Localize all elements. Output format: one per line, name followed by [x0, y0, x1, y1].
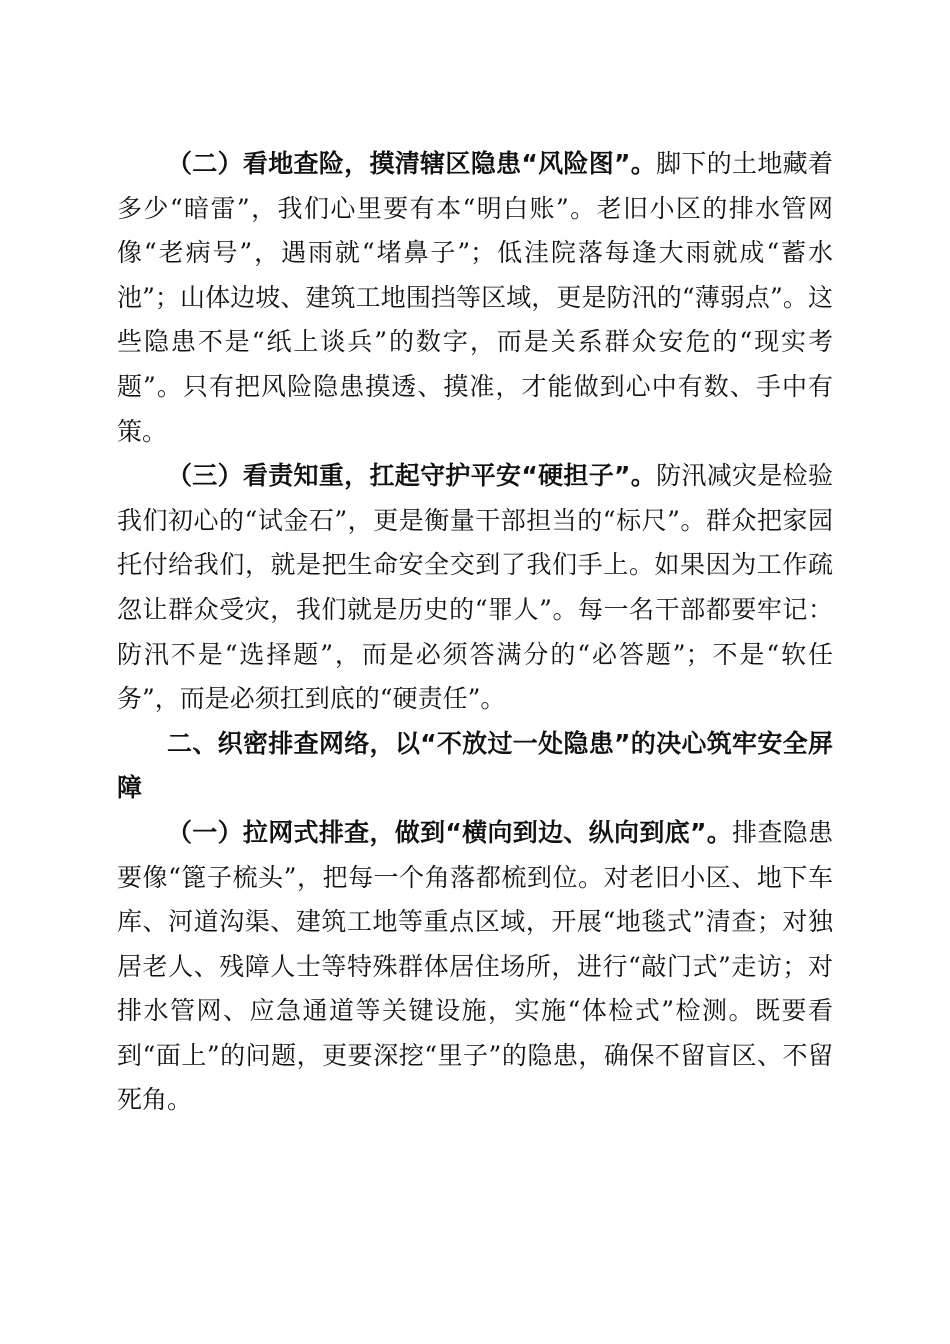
document-body [117, 142, 833, 1123]
paragraph-lead: （三）看责知重，扛起守护平安“硬担子”。 [167, 461, 657, 491]
paragraph-text: 防汛减灾是检验我们初心的“试金石”，更是衡量干部担当的“标尺”。群众把家园托付给我们，就是把生命安全交到了我们手上。如果因为工作疏忽让群众受灾，我们就是历史的“罪人”。每一名干部都要牢记：防汛不是“选择题”，而是必须答满分的“必答题”；不是“软任务”，而是必须扛到底的“硬责任”。 [117, 461, 833, 714]
paragraph-text: 排查隐患要像“篦子梳头”，把每一个角落都梳到位。对老旧小区、地下车库、河道沟渠、建筑工地等重点区域，开展“地毯式”清查；对独居老人、残障人士等特殊群体居住场所，进行“敲门式”走访；对排水管网、应急通道等关键设施，实施“体检式”检测。既要看到“面上”的问题，更要深挖“里子”的隐患，确保不留盲区、不留死角。 [117, 817, 833, 1115]
paragraph-lead: （一）拉网式排查，做到“横向到边、纵向到底”。 [167, 817, 733, 847]
paragraph-look-at-terrain [117, 142, 833, 454]
paragraph-dragnet-inspection [117, 811, 833, 1123]
paragraph-look-at-duty [117, 454, 833, 722]
paragraph-text: 脚下的土地藏着多少“暗雷”，我们心里要有本“明白账”。老旧小区的排水管网像“老病号”，遇雨就“堵鼻子”；低洼院落每逢大雨就成“蓄水池”；山体边坡、建筑工地围挡等区域，更是防汛的“薄弱点”。这些隐患不是“纸上谈兵”的数字，而是关系群众安危的“现实考题”。只有把风险隐患摸透、摸准，才能做到心中有数、手中有策。 [117, 149, 833, 446]
section-heading: 二、织密排查网络，以“不放过一处隐患”的决心筑牢安全屏障 [117, 728, 833, 803]
paragraph-lead: （二）看地查险，摸清辖区隐患“风险图”。 [167, 149, 657, 178]
